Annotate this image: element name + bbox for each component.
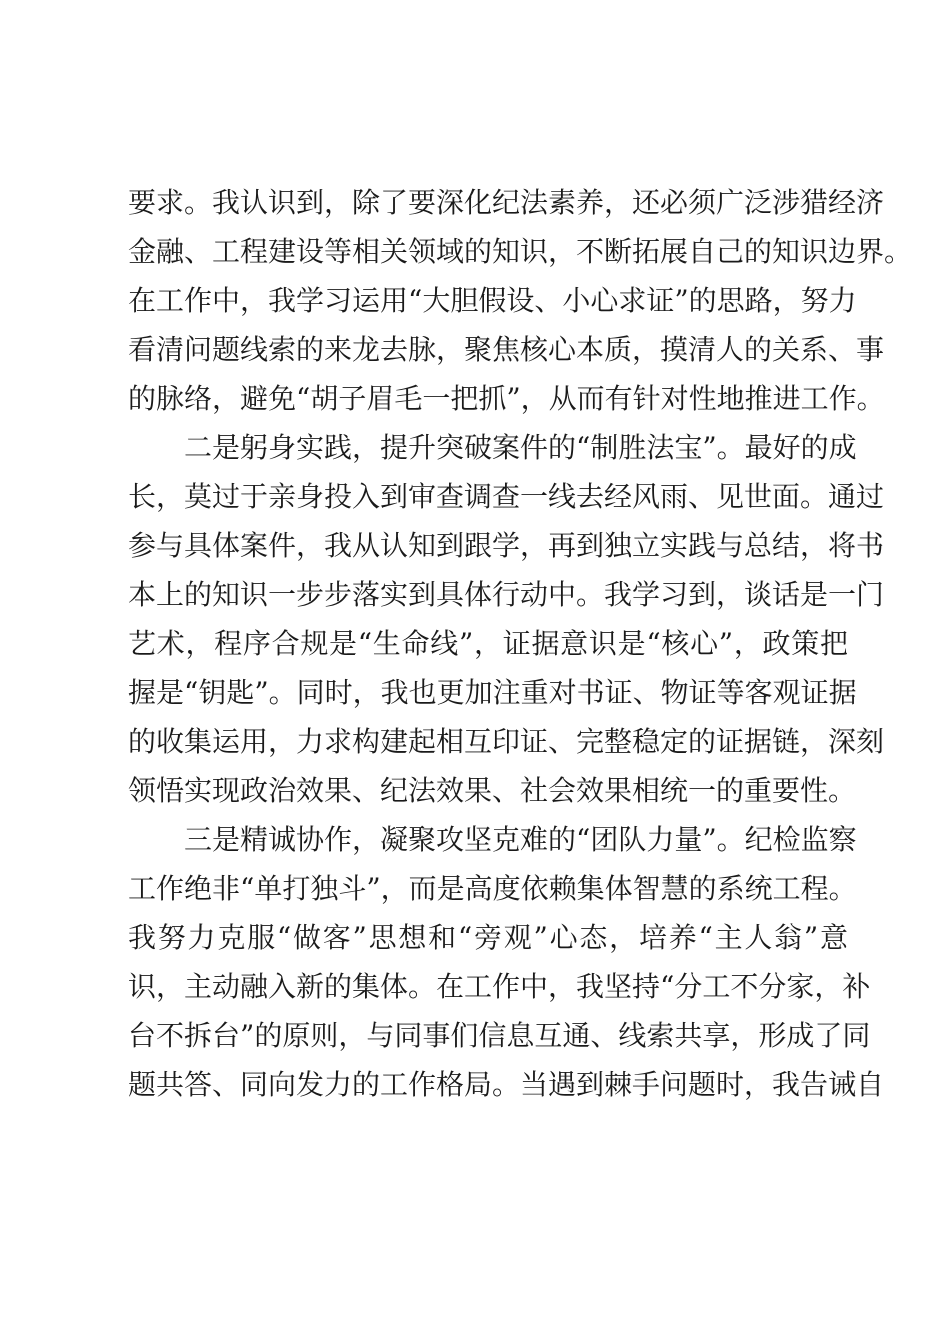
text-line: 的脉络，避免“胡子眉毛一把抓”，从而有针对性地推进工作。: [128, 382, 885, 415]
text-line: 工作绝非“单打独斗”，而是高度依赖集体智慧的系统工程。: [128, 872, 857, 905]
text-line: 我努力克服“做客”思想和“旁观”心态，培养“主人翁”意: [128, 921, 848, 954]
text-line: 题共答、同向发力的工作格局。当遇到棘手问题时，我告诫自: [128, 1068, 885, 1101]
text-line: 金融、工程建设等相关领域的知识，不断拓展自己的知识边界。: [128, 235, 913, 268]
text-line: 在工作中，我学习运用“大胆假设、小心求证”的思路，努力: [128, 284, 857, 317]
text-line: 看清问题线索的来龙去脉，聚焦核心本质，摸清人的关系、事: [128, 333, 885, 366]
text-line: 台不拆台”的原则，与同事们信息互通、线索共享，形成了同: [128, 1019, 871, 1052]
text-line: 本上的知识一步步落实到具体行动中。我学习到，谈话是一门: [128, 578, 885, 611]
text-line: 长，莫过于亲身投入到审查调查一线去经风雨、见世面。通过: [128, 480, 885, 513]
paragraph-last-line: 领悟实现政治效果、纪法效果、社会效果相统一的重要性。: [128, 774, 857, 807]
text-line: 识，主动融入新的集体。在工作中，我坚持“分工不分家，补: [128, 970, 871, 1003]
body-text: [128, 178, 913, 1109]
paragraph-first-line: 二是躬身实践，提升突破案件的“制胜法宝”。最好的成: [184, 431, 857, 464]
text-line: 参与具体案件，我从认知到跟学，再到独立实践与总结，将书: [128, 529, 885, 562]
text-line: 要求。我认识到，除了要深化纪法素养，还必须广泛涉猎经济: [128, 186, 885, 219]
paragraph-first-line: 三是精诚协作，凝聚攻坚克难的“团队力量”。纪检监察: [184, 823, 857, 856]
text-line: 艺术，程序合规是“生命线”，证据意识是“核心”，政策把: [128, 627, 848, 660]
text-line: 的收集运用，力求构建起相互印证、完整稳定的证据链，深刻: [128, 725, 885, 758]
text-line: 握是“钥匙”。同时，我也更加注重对书证、物证等客观证据: [128, 676, 857, 709]
